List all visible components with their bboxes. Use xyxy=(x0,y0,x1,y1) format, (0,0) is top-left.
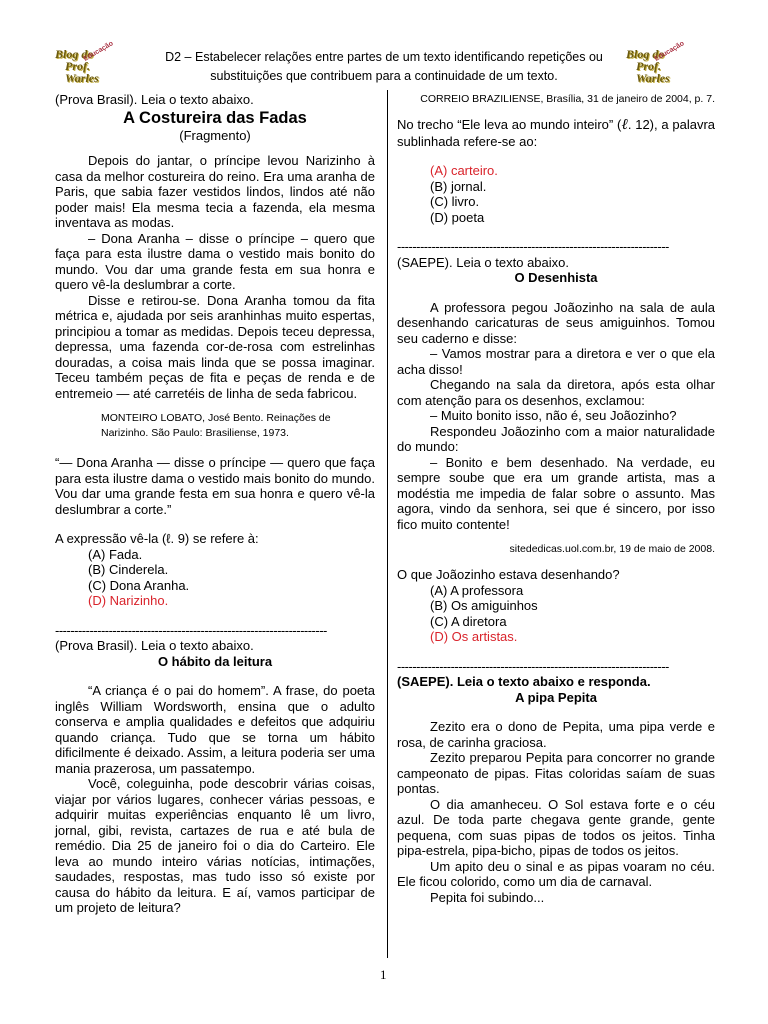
answer-option: (C) A diretora xyxy=(430,613,507,629)
text-paragraph: “A criança é o pai do homem”. A frase, do poeta inglês William Wordsworth, ensina que o adulto conserva e amplia qualidades e defeitos que adquiriu quando criança. Tudo que se torna um hábito dificilmente é deixado. Assim, a leitura poderia ser uma mania prazerosa, um passatempo. xyxy=(55,683,375,776)
answer-option: (D) poeta xyxy=(430,209,485,225)
answer-option: (B) jornal. xyxy=(430,178,487,194)
answer-options xyxy=(397,583,715,645)
text-paragraph: Depois do jantar, o príncipe levou Narizinho à casa da melhor costureira do reino. Era uma aranha de Paris, que sabia fazer vestidos lindos, lindos até não poder mais! Ela mesma tecia a fazenda, ela mesma inventava as modas. xyxy=(55,153,375,230)
text-subtitle: (Fragmento) xyxy=(179,127,251,143)
blog-logo-right xyxy=(626,40,686,85)
text-paragraph: – Dona Aranha – disse o príncipe – quero que faça para esta ilustre dama o vestido mais bonito do mundo. Vou dar uma grande festa em sua honra e quero vê-la deslumbrar a corte. xyxy=(55,230,375,292)
logo-line1: Blog do xyxy=(626,47,665,61)
text-paragraph: Pepita foi subindo... xyxy=(430,889,545,905)
blog-logo-left xyxy=(55,40,115,85)
text-paragraph: O dia amanheceu. O Sol estava forte e o céu azul. De toda parte chegava gente grande, gente pequena, com suas pipas de todos os jeitos. Tinha pipa-estrela, pipa-bicho, pipas de todos os jeitos. xyxy=(397,796,715,858)
text-paragraph: Você, coleguinha, pode descobrir várias coisas, viajar por vários lugares, conhecer várias pessoas, e adquirir muitas experiências enquanto lê um livro, jornal, gibi, revista, cartazes de rua e até bula de remédio. Dia 25 de janeiro foi o dia do Carteiro. Ele leva ao mundo inteiro várias notícias, intimações, saudades, respostas, mas tudo isso só existe por causa do hábito da leitura. E aí, vamos participar de um projeto de leitura? xyxy=(55,776,375,915)
text-paragraph: – Muito bonito isso, não é, seu Joãozinho? xyxy=(430,408,677,423)
logo-line1: Blog do xyxy=(55,47,94,61)
question-intro: (Prova Brasil). Leia o texto abaixo. xyxy=(55,638,254,653)
logo-tag: Educação xyxy=(82,40,115,63)
logo-line2: Prof. Warles xyxy=(65,59,99,85)
answer-options xyxy=(55,547,375,609)
quoted-excerpt: “— Dona Aranha — disse o príncipe — quero que faça para esta ilustre dama o vestido mais bonito do mundo. Vou dar uma grande festa em sua honra e quero vê-la deslumbrar a corte.” xyxy=(55,455,375,517)
question-intro: (SAEPE). Leia o texto abaixo e responda. xyxy=(397,674,651,689)
question-text xyxy=(397,117,715,149)
question-text-start: No trecho “Ele leva ao mundo inteiro” ( xyxy=(397,117,622,132)
page-header xyxy=(146,48,622,86)
question-text: O que Joãozinho estava desenhando? xyxy=(397,567,620,582)
text-paragraph: Respondeu Joãozinho com a maior naturalidade do mundo: xyxy=(397,423,715,454)
header-line-2: substituições que contribuem para a continuidade de um texto. xyxy=(210,69,558,83)
answer-option: (C) Dona Aranha. xyxy=(88,577,190,593)
question-text-end: . 12), a palavra sublinhada refere-se ao: xyxy=(397,117,715,149)
column-divider xyxy=(387,90,388,958)
answer-option: (A) Fada. xyxy=(88,546,143,562)
section-separator: ----------------------------------------------------------------------- xyxy=(55,622,327,638)
line-symbol: ℓ xyxy=(621,117,628,133)
text-title: A Costureira das Fadas xyxy=(123,108,307,127)
answer-option-correct: (D) Narizinho. xyxy=(88,593,169,608)
answer-option-correct: (D) Os artistas. xyxy=(430,629,518,644)
text-paragraph: – Bonito e bem desenhado. Na verdade, eu sempre soube que era um grande artista, mas a modéstia me impedia de falar sobre o assunto. Mas agora, vindo da senhora, sei que é sincero, por isso fico muito contente! xyxy=(397,454,715,532)
text-paragraph: A professora pegou Joãozinho na sala de aula desenhando caricaturas de seus amiguinhos. Tomou seu caderno e disse: xyxy=(397,299,715,346)
answer-option: (B) Os amiguinhos xyxy=(430,598,538,613)
answer-option: (A) A professora xyxy=(430,582,524,598)
text-source: CORREIO BRAZILIENSE, Brasília, 31 de janeiro de 2004, p. 7. xyxy=(420,93,715,105)
text-paragraph: Disse e retirou-se. Dona Aranha tomou da fita métrica e, ajudada por seis aranhinhas muito espertas, principiou a tomar as medidas. Depois teceu depressa, depressa, uma fazenda cor-de-rosa com estrelinhas douradas, a coisa mais linda que se possa imaginar. Teceu também peças de fita e peças de renda e de entremeio — até carretéis de linha de seda fabricou. xyxy=(55,292,375,401)
text-paragraph: Zezito era o dono de Pepita, uma pipa verde e rosa, de carinha graciosa. xyxy=(397,719,715,750)
text-paragraph: – Vamos mostrar para a diretora e ver o que ela acha disso! xyxy=(397,346,715,377)
logo-line2: Prof. Warles xyxy=(636,59,670,85)
text-paragraph: Um apito deu o sinal e as pipas voaram no céu. Ele ficou colorido, como um dia de carnaval. xyxy=(397,858,715,889)
text-paragraph: Zezito preparou Pepita para concorrer no grande campeonato de pipas. Fitas coloridas saíam de suas pontas. xyxy=(397,750,715,796)
text-title: O Desenhista xyxy=(514,270,598,285)
right-column xyxy=(397,92,715,905)
left-column xyxy=(55,92,375,916)
text-title: A pipa Pepita xyxy=(515,689,597,705)
answer-option: (B) Cinderela. xyxy=(88,562,169,577)
section-separator: ----------------------------------------------------------------------- xyxy=(397,658,669,674)
question-text: A expressão vê-la (ℓ. 9) se refere à: xyxy=(55,531,259,546)
text-paragraph: Chegando na sala da diretora, após esta olhar com atenção para os desenhos, exclamou: xyxy=(397,377,715,408)
section-separator: ----------------------------------------------------------------------- xyxy=(397,239,669,254)
header-line-1: D2 – Estabelecer relações entre partes de um texto identificando repetições ou xyxy=(165,50,603,64)
text-title: O hábito da leitura xyxy=(157,653,273,669)
page-number: 1 xyxy=(380,967,387,982)
text-source: sitededicas.uol.com.br, 19 de maio de 2008. xyxy=(509,543,715,555)
text-source: MONTEIRO LOBATO, José Bento. Reinações de Narizinho. São Paulo: Brasiliense, 1973. xyxy=(101,412,331,439)
answer-option-correct: (A) carteiro. xyxy=(430,163,498,178)
answer-option: (C) livro. xyxy=(430,194,480,209)
answer-options xyxy=(397,163,715,225)
question-intro: (SAEPE). Leia o texto abaixo. xyxy=(397,254,569,270)
logo-tag: Educação xyxy=(653,40,686,63)
question-intro: (Prova Brasil). Leia o texto abaixo. xyxy=(55,92,254,107)
